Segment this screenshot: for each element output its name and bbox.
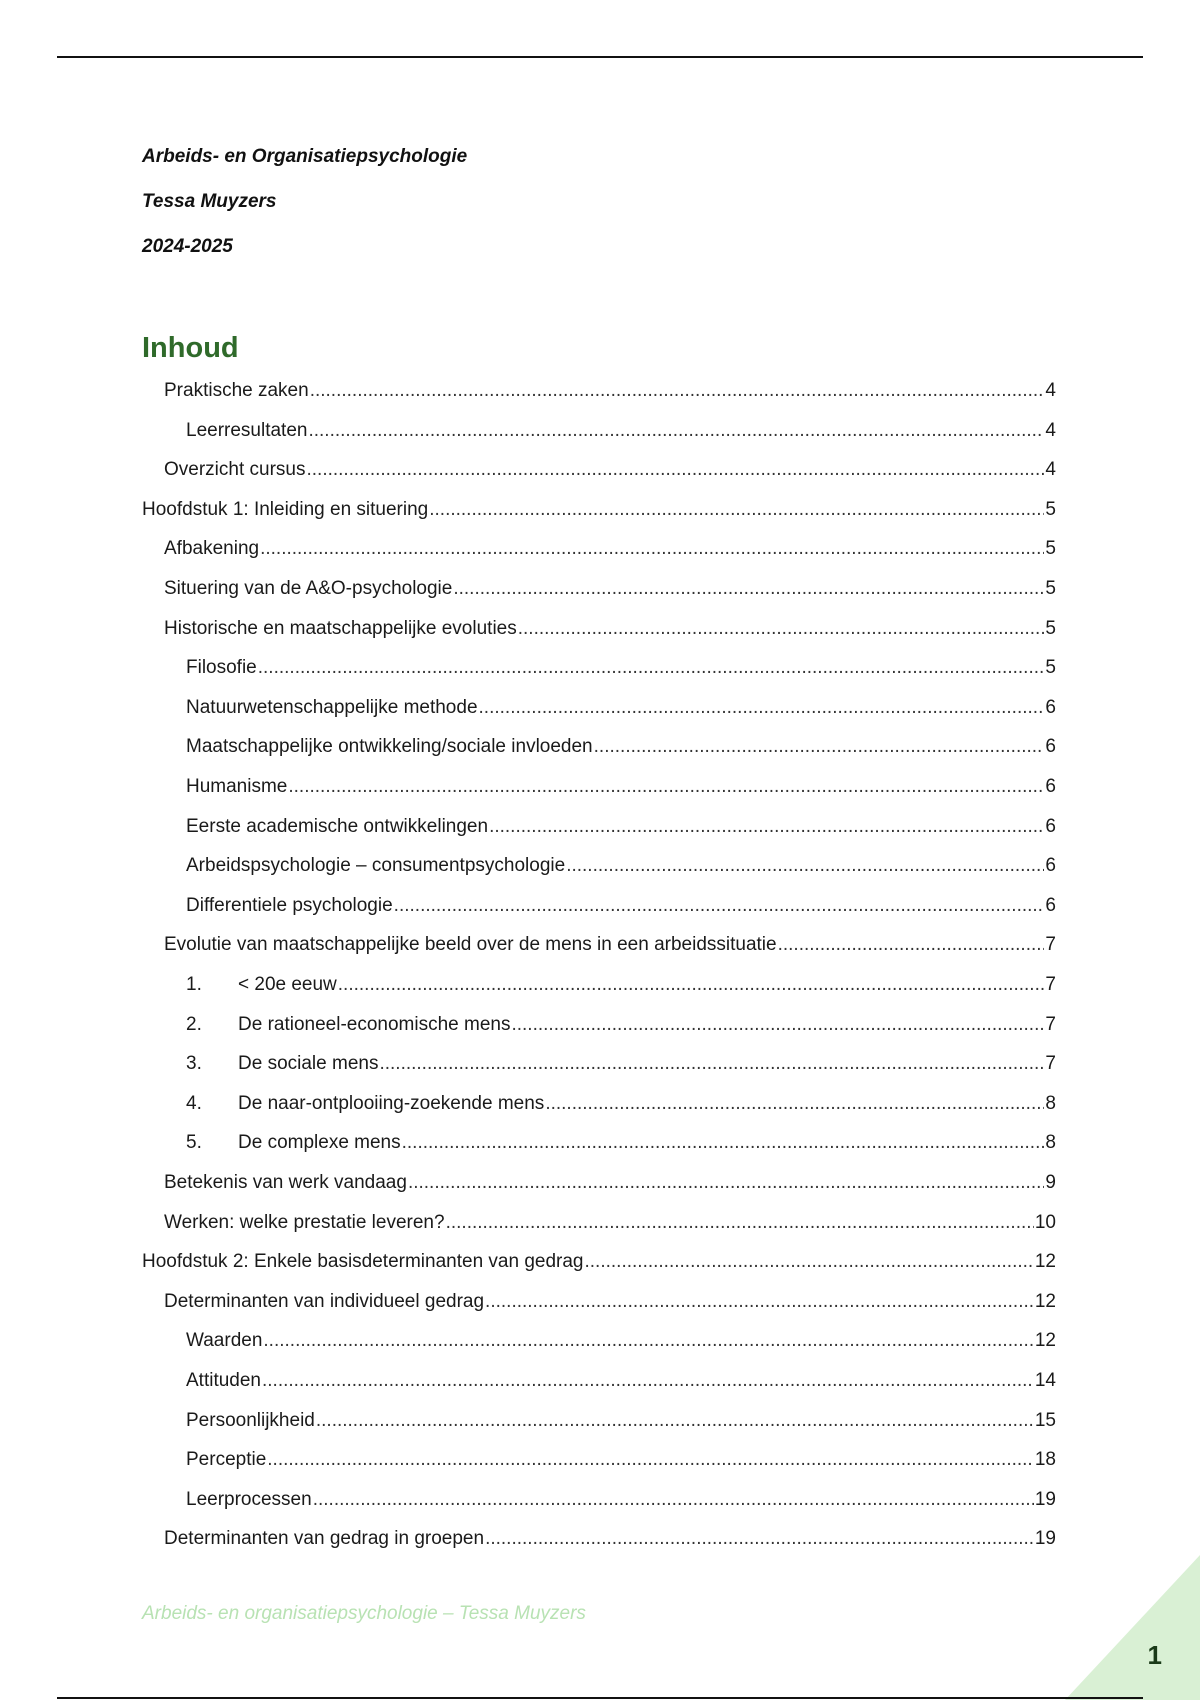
toc-entry-label: Attituden	[186, 1370, 261, 1391]
toc-entry[interactable]	[186, 1443, 1056, 1471]
toc-entry[interactable]	[186, 1324, 1056, 1352]
toc-leader-dots	[260, 538, 1044, 560]
toc-entry-label: Praktische zaken	[164, 380, 309, 401]
toc-entry-label: Leerresultaten	[186, 420, 308, 441]
toc-leader-dots	[308, 420, 1044, 442]
toc-entry[interactable]	[164, 532, 1056, 560]
toc-entry-label: Hoofdstuk 1: Inleiding en situering	[142, 499, 429, 520]
toc-leader-dots	[267, 1449, 1034, 1471]
toc-leader-dots	[379, 1053, 1044, 1075]
toc-leader-dots	[310, 380, 1045, 402]
toc-entry[interactable]	[164, 453, 1056, 481]
toc-entry-page: 7	[1045, 1014, 1056, 1035]
toc-entry[interactable]	[186, 1364, 1056, 1392]
toc-leader-dots	[262, 1370, 1034, 1392]
toc-entry-page: 7	[1045, 974, 1056, 995]
toc-entry-label: De sociale mens	[238, 1053, 379, 1074]
toc-entry-label: Determinanten van individueel gedrag	[164, 1291, 485, 1312]
toc-entry[interactable]	[164, 1522, 1056, 1550]
toc-entry-label: Humanisme	[186, 776, 288, 797]
toc-entry-label: < 20e eeuw	[238, 974, 337, 995]
toc-entry-page: 4	[1045, 459, 1056, 480]
toc-leader-dots	[778, 934, 1045, 956]
toc-leader-dots	[408, 1172, 1044, 1194]
footer-text: Arbeids- en organisatiepsychologie – Tessa Muyzers	[142, 1603, 586, 1624]
toc-entry-page: 6	[1045, 816, 1056, 837]
toc-entry-label: De naar-ontplooiing-zoekende mens	[238, 1093, 545, 1114]
toc-entry-label: Waarden	[186, 1330, 263, 1351]
toc-title: Inhoud	[142, 332, 239, 364]
toc-entry-page: 5	[1045, 618, 1056, 639]
toc-entry[interactable]	[142, 1245, 1056, 1273]
toc-entry-page: 19	[1034, 1489, 1056, 1510]
header-rule	[57, 56, 1143, 58]
toc-entry-page: 8	[1045, 1093, 1056, 1114]
toc-leader-dots	[511, 1014, 1044, 1036]
toc-leader-dots	[402, 1132, 1045, 1154]
toc-entry-page: 9	[1045, 1172, 1056, 1193]
toc-entry[interactable]	[186, 1047, 1056, 1075]
toc-entry-label: De rationeel-economische mens	[238, 1014, 511, 1035]
toc-entry-page: 5	[1045, 657, 1056, 678]
toc-entry-label: Situering van de A&O-psychologie	[164, 578, 453, 599]
toc-leader-dots	[313, 1489, 1034, 1511]
toc-entry-page: 15	[1034, 1410, 1056, 1431]
author-name: Tessa Muyzers	[142, 191, 277, 212]
toc-entry-label: Eerste academische ontwikkelingen	[186, 816, 489, 837]
toc-entry-page: 6	[1045, 776, 1056, 797]
toc-entry[interactable]	[164, 612, 1056, 640]
toc-entry-label: Maatschappelijke ontwikkeling/sociale invloeden	[186, 736, 593, 757]
toc-entry[interactable]	[186, 730, 1056, 758]
toc-leader-dots	[489, 816, 1044, 838]
toc-entry-label: Afbakening	[164, 538, 260, 559]
toc-entry[interactable]	[186, 1404, 1056, 1432]
toc-entry-label: Hoofdstuk 2: Enkele basisdeterminanten van gedrag	[142, 1251, 584, 1272]
toc-entry-page: 19	[1034, 1528, 1056, 1549]
toc-leader-dots	[394, 895, 1045, 917]
toc-leader-dots	[446, 1212, 1034, 1234]
toc-entry[interactable]	[186, 968, 1056, 996]
toc-entry-page: 6	[1045, 736, 1056, 757]
toc-entry[interactable]	[186, 1126, 1056, 1154]
toc-entry-label: Determinanten van gedrag in groepen	[164, 1528, 485, 1549]
toc-entry-page: 12	[1034, 1251, 1056, 1272]
toc-entry[interactable]	[186, 1087, 1056, 1115]
toc-entry-label: Betekenis van werk vandaag	[164, 1172, 407, 1193]
toc-entry-page: 6	[1045, 855, 1056, 876]
toc-entry[interactable]	[186, 414, 1056, 442]
toc-entry-page: 4	[1045, 420, 1056, 441]
toc-entry[interactable]	[164, 374, 1056, 402]
toc-entry-page: 18	[1034, 1449, 1056, 1470]
toc-entry[interactable]	[186, 889, 1056, 917]
toc-entry-page: 8	[1045, 1132, 1056, 1153]
toc-entry-page: 14	[1034, 1370, 1056, 1391]
toc-leader-dots	[453, 578, 1044, 600]
toc-leader-dots	[288, 776, 1044, 798]
toc-entry-label: Arbeidspsychologie – consumentpsychologie	[186, 855, 566, 876]
toc-entry[interactable]	[186, 1483, 1056, 1511]
toc-entry[interactable]	[142, 493, 1056, 521]
toc-entry-page: 7	[1045, 1053, 1056, 1074]
toc-entry[interactable]	[164, 1206, 1056, 1234]
toc-entry-number: 3.	[186, 1053, 202, 1074]
toc-leader-dots	[585, 1251, 1034, 1273]
toc-entry-label: Natuurwetenschappelijke methode	[186, 697, 478, 718]
toc-entry-label: Leerprocessen	[186, 1489, 312, 1510]
toc-entry[interactable]	[164, 1285, 1056, 1313]
toc-entry-page: 6	[1045, 895, 1056, 916]
toc-leader-dots	[545, 1093, 1044, 1115]
toc-leader-dots	[306, 459, 1044, 481]
toc-entry[interactable]	[164, 928, 1056, 956]
toc-entry-label: Differentiele psychologie	[186, 895, 393, 916]
toc-entry-number: 4.	[186, 1093, 202, 1114]
toc-entry[interactable]	[186, 1008, 1056, 1036]
toc-entry[interactable]	[186, 651, 1056, 679]
toc-entry-page: 12	[1034, 1330, 1056, 1351]
footer-rule	[57, 1697, 1143, 1699]
page-number: 1	[1147, 1640, 1162, 1670]
toc-entry-label: Werken: welke prestatie leveren?	[164, 1212, 445, 1233]
toc-leader-dots	[479, 697, 1045, 719]
toc-leader-dots	[518, 618, 1045, 640]
toc-leader-dots	[566, 855, 1044, 877]
corner-decoration	[1065, 1555, 1200, 1700]
toc-leader-dots	[429, 499, 1044, 521]
toc-entry-label: Filosofie	[186, 657, 257, 678]
toc-leader-dots	[338, 974, 1045, 996]
toc-entry-label: Historische en maatschappelijke evoluties	[164, 618, 517, 639]
toc-entry-label: Overzicht cursus	[164, 459, 306, 480]
toc-leader-dots	[594, 736, 1045, 758]
toc-leader-dots	[485, 1291, 1034, 1313]
toc-entry-label: Evolutie van maatschappelijke beeld over de mens in een arbeidssituatie	[164, 934, 777, 955]
toc-entry-label: Perceptie	[186, 1449, 267, 1470]
toc-entry-page: 6	[1045, 697, 1056, 718]
toc-entry-page: 7	[1045, 934, 1056, 955]
toc-entry[interactable]	[186, 770, 1056, 798]
course-title: Arbeids- en Organisatiepsychologie	[142, 146, 468, 167]
toc-entry-page: 5	[1045, 538, 1056, 559]
toc-entry[interactable]	[164, 1166, 1056, 1194]
toc-entry[interactable]	[186, 691, 1056, 719]
toc-entry[interactable]	[186, 810, 1056, 838]
toc-entry-number: 5.	[186, 1132, 202, 1153]
toc-entry[interactable]	[164, 572, 1056, 600]
toc-entry-page: 4	[1045, 380, 1056, 401]
toc-leader-dots	[263, 1330, 1033, 1352]
toc-entry-page: 10	[1034, 1212, 1056, 1233]
toc-entry-number: 2.	[186, 1014, 202, 1035]
toc-leader-dots	[316, 1410, 1034, 1432]
toc-entry-number: 1.	[186, 974, 202, 995]
toc-entry-label: Persoonlijkheid	[186, 1410, 315, 1431]
academic-year: 2024-2025	[142, 236, 233, 257]
toc-leader-dots	[485, 1528, 1034, 1550]
toc-entry-page: 5	[1045, 578, 1056, 599]
toc-entry-page: 12	[1034, 1291, 1056, 1312]
toc-entry-page: 5	[1045, 499, 1056, 520]
toc-entry-label: De complexe mens	[238, 1132, 401, 1153]
toc-entry[interactable]	[186, 849, 1056, 877]
toc-leader-dots	[258, 657, 1045, 679]
